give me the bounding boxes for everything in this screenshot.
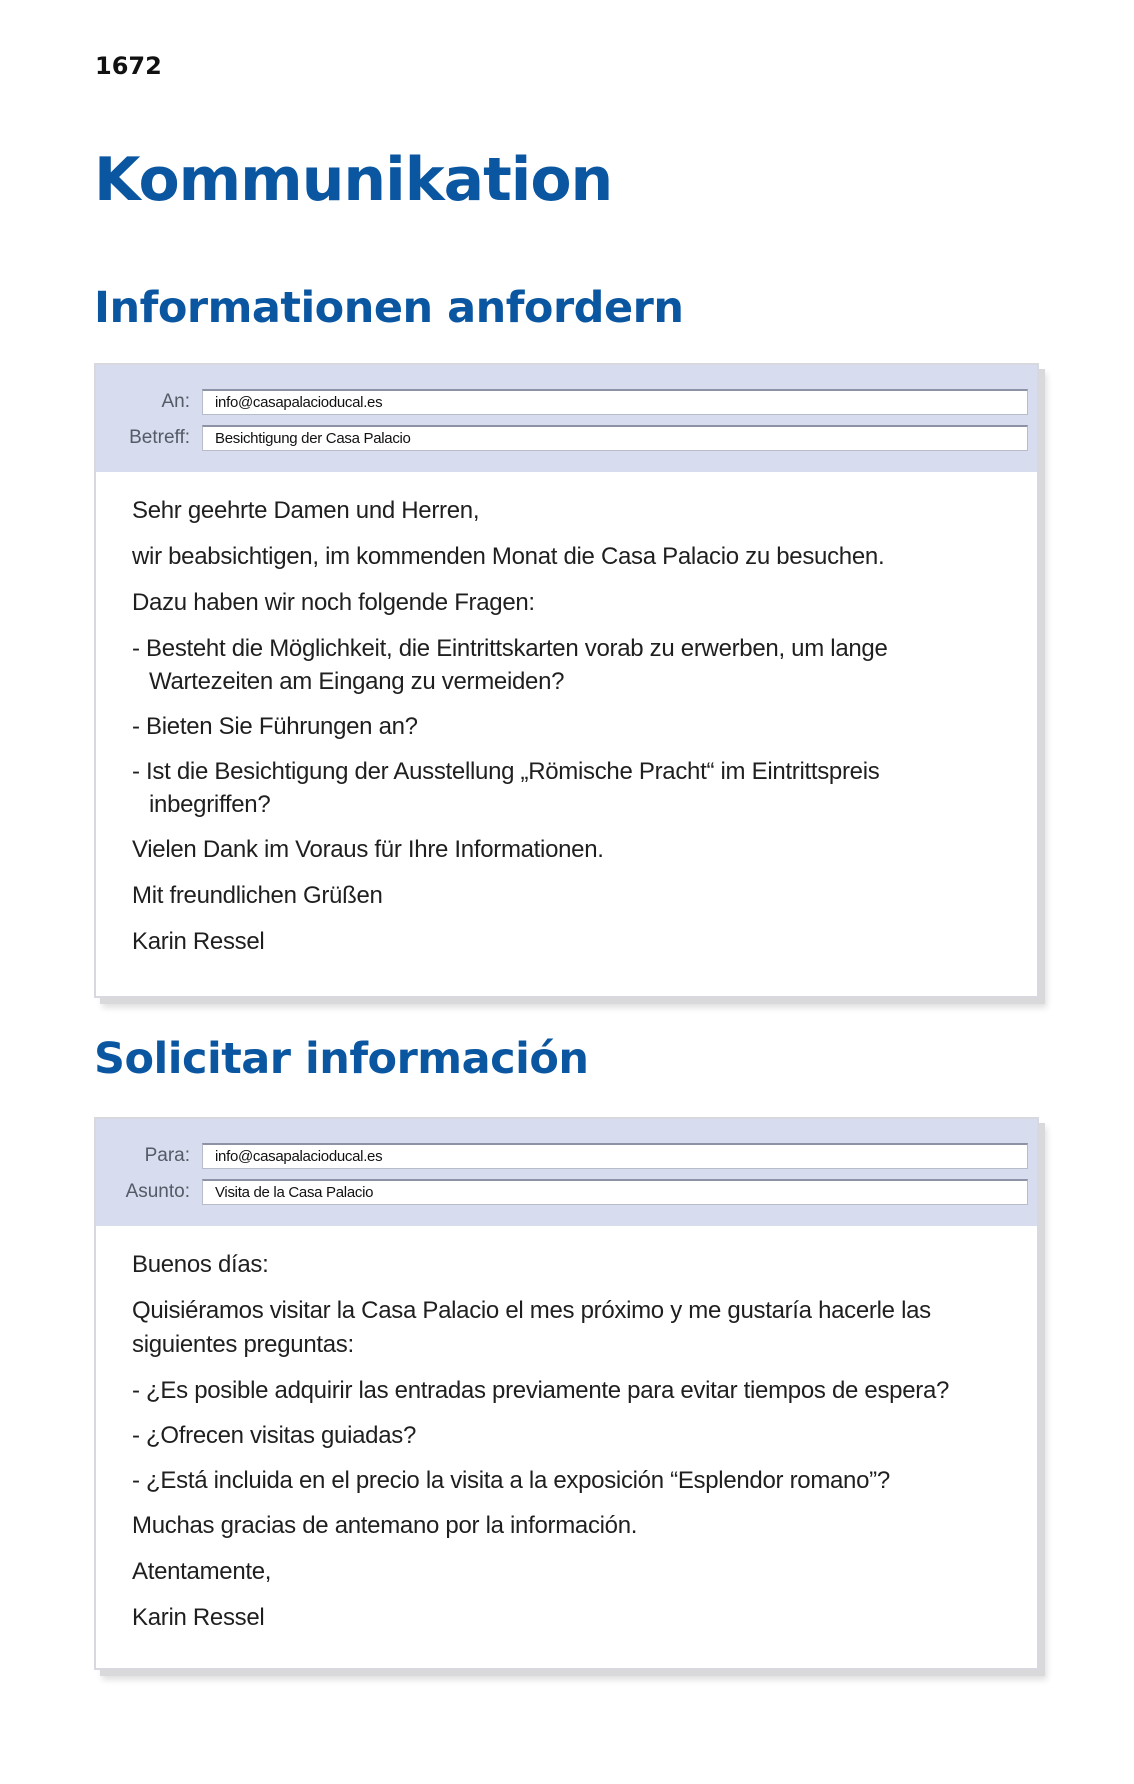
email-greeting: Buenos días: <box>132 1251 269 1278</box>
email-paragraph: Muchas gracias de antemano por la información. <box>132 1512 638 1539</box>
subject-field[interactable]: Visita de la Casa Palacio <box>202 1179 1028 1205</box>
subject-row <box>96 1178 1037 1206</box>
page-number: 1672 <box>95 52 162 80</box>
email-paragraph: Dazu haben wir noch folgende Fragen: <box>132 589 535 616</box>
to-field[interactable]: info@casapalacioducal.es <box>202 1143 1028 1169</box>
subject-label: Betreff: <box>129 427 190 448</box>
email-greeting: Sehr geehrte Damen und Herren, <box>132 497 480 524</box>
email-question: - Bieten Sie Führungen an? <box>132 713 418 740</box>
email-header <box>96 1119 1037 1226</box>
to-row <box>96 388 1037 416</box>
subject-field[interactable]: Besichtigung der Casa Palacio <box>202 425 1028 451</box>
section-heading-spanish: Solicitar información <box>94 1034 589 1084</box>
email-closing: Atentamente, <box>132 1558 272 1585</box>
page-title: Kommunikation <box>94 145 613 215</box>
email-header <box>96 365 1037 472</box>
email-paragraph: Vielen Dank im Voraus für Ihre Informationen. <box>132 836 604 863</box>
subject-label: Asunto: <box>125 1181 190 1202</box>
email-question: - ¿Es posible adquirir las entradas previamente para evitar tiempos de espera? <box>132 1377 950 1404</box>
subject-row <box>96 424 1037 452</box>
email-window-german <box>94 363 1039 998</box>
email-paragraph: Quisiéramos visitar la Casa Palacio el mes próximo y me gustaría hacerle las siguientes preguntas: <box>132 1297 931 1358</box>
to-label: Para: <box>144 1145 190 1166</box>
to-field[interactable]: info@casapalacioducal.es <box>202 389 1028 415</box>
email-signature: Karin Ressel <box>132 1604 265 1631</box>
email-question: - Ist die Besichtigung der Ausstellung „Römische Pracht“ im Eintrittspreis inbegriffen? <box>132 758 880 818</box>
email-question: - Besteht die Möglichkeit, die Eintrittskarten vorab zu erwerben, um lange Wartezeiten am Eingang zu vermeiden? <box>132 635 888 695</box>
section-heading-german: Informationen anfordern <box>94 283 684 333</box>
email-body[interactable] <box>96 1226 1037 1635</box>
to-row <box>96 1142 1037 1170</box>
email-question: - ¿Ofrecen visitas guiadas? <box>132 1422 417 1449</box>
email-paragraph: wir beabsichtigen, im kommenden Monat die Casa Palacio zu besuchen. <box>132 543 885 570</box>
email-question: - ¿Está incluida en el precio la visita a la exposición “Esplendor romano”? <box>132 1467 890 1494</box>
email-window-spanish <box>94 1117 1039 1670</box>
email-signature: Karin Ressel <box>132 928 265 955</box>
email-closing: Mit freundlichen Grüßen <box>132 882 383 909</box>
email-body[interactable] <box>96 472 1037 959</box>
to-label: An: <box>161 391 190 412</box>
